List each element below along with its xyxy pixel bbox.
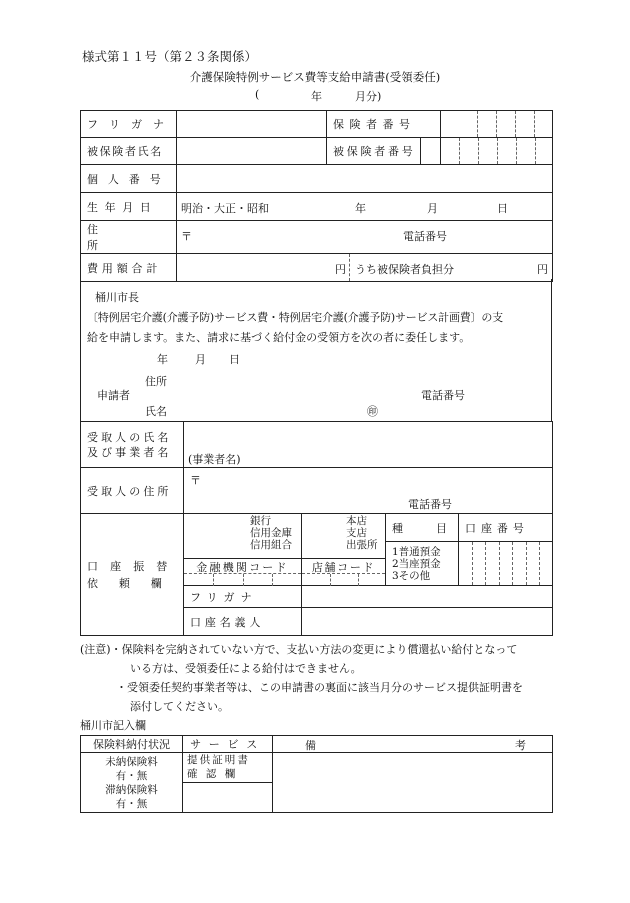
- note-1-line-1: 保険料を完納されていない方で、支払い方法の変更により償還払い給付となって: [121, 643, 518, 656]
- applicant-name-label: 氏名: [145, 405, 167, 418]
- recipient-name-label: 受取人の氏名 及び事業者名: [81, 422, 184, 468]
- payment-status-values[interactable]: 未納保険料 有・無 滞納保険料 有・無: [81, 753, 183, 813]
- account-holder-label: 口座名義人: [184, 608, 302, 636]
- note-prefix: (注意)・: [80, 643, 122, 656]
- account-holder-input[interactable]: [302, 608, 553, 636]
- branch-types: 本店 支店 出張所: [346, 515, 378, 551]
- branch-code-field[interactable]: [302, 573, 385, 586]
- form-number: 様式第１１号（第２３条関係）: [82, 49, 258, 64]
- personal-number-label: 個人番号: [81, 165, 177, 193]
- payment-status-label: 保険料納付状況: [81, 736, 183, 753]
- personal-number-input[interactable]: [177, 165, 553, 193]
- business-name-label: (事業者名): [188, 453, 241, 466]
- postal-mark: 〒: [181, 230, 192, 243]
- note-2-line-1: ・受領委任契約事業者等は、この申請書の裏面に該当月分のサービス提供証明書を: [116, 681, 523, 694]
- era-options: 明治・大正・昭和: [181, 202, 269, 215]
- note-1: [80, 641, 517, 657]
- request-block: [80, 279, 552, 422]
- birthdate-label: 生年月日: [81, 193, 177, 221]
- bank-code-field[interactable]: [184, 573, 301, 586]
- birth-day: 日: [497, 202, 508, 215]
- applicant-label: 申請者: [97, 389, 130, 402]
- applicant-table: [80, 110, 553, 282]
- request-body-2: 給を申請します。また、請求に基づく給付金の受領方を次の者に委任します。: [87, 331, 471, 344]
- insured-number-cell[interactable]: [421, 138, 441, 165]
- insured-name-input[interactable]: [177, 138, 327, 165]
- bank-code-label: 金融機関コード: [184, 558, 301, 573]
- transfer-label: 口座振替 依頼欄: [81, 514, 184, 636]
- furigana-input[interactable]: [177, 111, 327, 138]
- recipient-address-input[interactable]: [184, 468, 553, 514]
- bank-types: 銀行 信用金庫 信用組合: [250, 515, 292, 551]
- birthdate-input[interactable]: [177, 193, 553, 221]
- period-open: (: [255, 88, 260, 101]
- seal-mark: ㊞: [367, 405, 378, 418]
- bank-cell[interactable]: [184, 514, 302, 586]
- birth-month: 月: [427, 202, 438, 215]
- period-month: 月分): [355, 90, 382, 103]
- cert-label: 提供証明書 確認欄: [183, 753, 272, 783]
- applicant-address-label: 住所: [145, 375, 167, 388]
- remarks-label: 備 考: [273, 736, 553, 753]
- addressee: 桶川市長: [95, 291, 139, 304]
- category-label: 種 目: [386, 514, 459, 542]
- recipient-name-input[interactable]: [184, 422, 553, 468]
- recipient-address-label: 受取人の住所: [81, 468, 184, 514]
- note-2-line-2: 添付してください。: [130, 700, 229, 713]
- account-number-label: 口座番号: [459, 514, 553, 542]
- service-cert-cell[interactable]: [183, 753, 273, 813]
- recipient-postal-mark: 〒: [190, 474, 201, 487]
- recipient-table: [80, 421, 553, 636]
- insurer-number-label: 保険者番号: [327, 111, 441, 138]
- insured-number-label: 被保険者番号: [327, 138, 421, 165]
- address-input[interactable]: [177, 221, 553, 254]
- request-day: 日: [229, 353, 240, 366]
- request-body-1: 〔特例居宅介護(介護予防)サービス費・特例居宅介護(介護予防)サービス計画費〕の支: [87, 311, 503, 324]
- branch-cell[interactable]: [302, 514, 386, 586]
- city-table: [80, 735, 553, 813]
- yen-label: 円: [335, 263, 346, 276]
- holder-furigana-input[interactable]: [302, 586, 553, 608]
- phone-label: 電話番号: [403, 230, 447, 243]
- request-year: 年: [157, 353, 168, 366]
- cost-total-label: 費用額合計: [81, 254, 177, 282]
- self-pay-label: うち被保険者負担分: [355, 263, 454, 276]
- remarks-input[interactable]: [273, 753, 553, 813]
- furigana-label: フ リ ガ ナ: [81, 111, 177, 138]
- city-section-title: 桶川市記入欄: [80, 719, 146, 732]
- account-types[interactable]: 1普通預金 2当座預金 3その他: [386, 542, 459, 586]
- insured-number-field[interactable]: [441, 138, 553, 165]
- yen2-label: 円: [537, 263, 548, 276]
- address-label: 住所: [81, 221, 177, 254]
- applicant-phone-label: 電話番号: [421, 389, 465, 402]
- request-month: 月: [195, 353, 206, 366]
- insured-name-label: 被保険者氏名: [81, 138, 177, 165]
- form-title: 介護保険特例サービス費等支給申請書(受領委任): [189, 70, 441, 84]
- account-number-field[interactable]: [459, 542, 553, 586]
- service-label: サービス: [183, 736, 273, 753]
- branch-code-label: 店舗コード: [302, 558, 385, 573]
- note-1-line-2: いる方は、受領委任による給付はできません。: [130, 662, 362, 675]
- period-year: 年: [311, 90, 322, 103]
- recipient-phone-label: 電話番号: [408, 498, 452, 511]
- birth-year: 年: [355, 202, 366, 215]
- insurer-number-field[interactable]: [441, 111, 553, 138]
- cost-total-input[interactable]: [177, 254, 553, 282]
- holder-furigana-label: フリガナ: [184, 586, 302, 608]
